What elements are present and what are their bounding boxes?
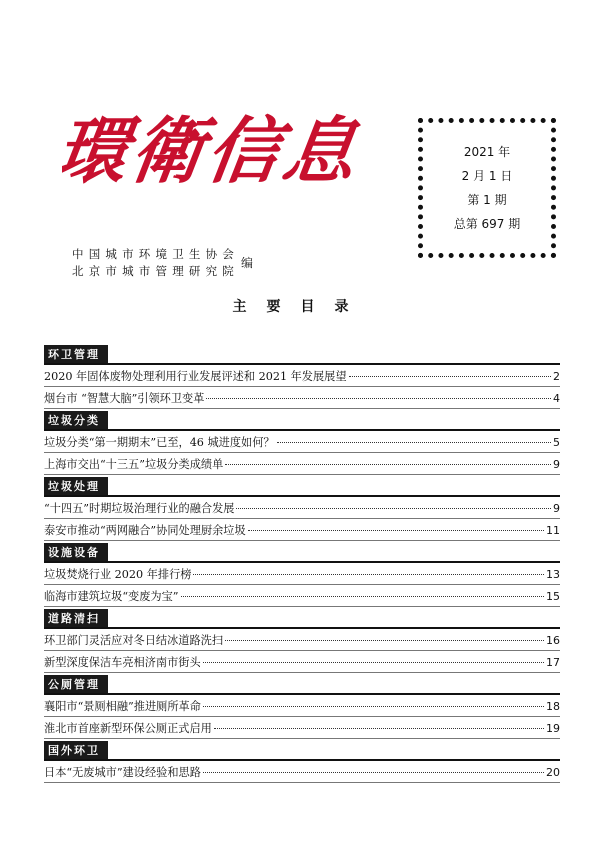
toc-entry[interactable]	[44, 387, 560, 409]
editors-block	[72, 246, 253, 280]
editor-org-2: 北京市城市管理研究院	[72, 264, 239, 278]
toc-entry-title: 2020 年固体废物处理利用行业发展评述和 2021 年发展展望	[44, 370, 347, 383]
toc-entry-title: 烟台市 “智慧大脑”引领环卫变革	[44, 392, 205, 405]
toc-entry[interactable]	[44, 717, 560, 739]
toc-entry[interactable]	[44, 453, 560, 475]
toc-category-label: 环卫管理	[44, 345, 108, 365]
toc-entry-title: “十四五”时期垃圾治理行业的融合发展	[44, 502, 235, 515]
toc-entry-title: 上海市交出“十三五”垃圾分类成绩单	[44, 458, 224, 471]
issue-number: 第 1 期	[467, 193, 507, 207]
issue-info-box	[418, 118, 556, 258]
toc-category-label: 垃圾处理	[44, 477, 108, 497]
toc-entry-page: 20	[546, 766, 560, 779]
toc-leader-dots	[193, 560, 544, 575]
toc-entry-title: 日本“无废城市”建设经验和思路	[44, 766, 201, 779]
issue-date: 2 月 1 日	[461, 169, 513, 183]
toc-leader-dots	[248, 516, 544, 531]
toc-entry-page: 4	[553, 392, 560, 405]
masthead-title: 環衛信息	[62, 109, 366, 194]
toc-category-label: 设施设备	[44, 543, 108, 563]
toc-entry-page: 15	[546, 590, 560, 603]
toc-leader-dots	[225, 450, 551, 465]
toc-entry-page: 5	[553, 436, 560, 449]
toc-leader-dots	[225, 626, 544, 641]
toc-category-label: 垃圾分类	[44, 411, 108, 431]
issue-total-number: 总第 697 期	[453, 217, 521, 231]
masthead-logo	[62, 104, 402, 194]
masthead-calligraphy	[62, 104, 402, 194]
toc-leader-dots	[203, 648, 544, 663]
toc-entry-page: 2	[553, 370, 560, 383]
toc-category-label: 公厕管理	[44, 675, 108, 695]
toc-entry-title: 临海市建筑垃圾“变废为宝”	[44, 590, 179, 603]
toc-leader-dots	[203, 758, 544, 773]
toc-entry-title: 垃圾分类“第一期期末”已至，46 城进度如何？	[44, 436, 275, 449]
toc-entry-page: 17	[546, 656, 560, 669]
table-of-contents	[44, 343, 560, 783]
toc-entry-page: 9	[553, 502, 560, 515]
toc-leader-dots	[277, 428, 551, 443]
toc-category-label: 国外环卫	[44, 741, 108, 761]
editor-label: 编	[241, 255, 254, 270]
toc-entry-page: 16	[546, 634, 560, 647]
toc-category-label: 道路清扫	[44, 609, 108, 629]
toc-entry-page: 18	[546, 700, 560, 713]
toc-leader-dots	[236, 494, 551, 509]
toc-entry-page: 11	[546, 524, 560, 537]
toc-title: 主要目录	[232, 299, 369, 315]
toc-entry[interactable]	[44, 651, 560, 673]
toc-leader-dots	[203, 692, 544, 707]
toc-leader-dots	[214, 714, 544, 729]
toc-entry-page: 19	[546, 722, 560, 735]
toc-entry-page: 9	[553, 458, 560, 471]
toc-entry-page: 13	[546, 568, 560, 581]
toc-entry-title: 泰安市推动“两网融合”协同处理厨余垃圾	[44, 524, 246, 537]
toc-entry-title: 淮北市首座新型环保公厕正式启用	[44, 722, 212, 735]
toc-leader-dots	[206, 384, 551, 399]
editor-org-1: 中国城市环境卫生协会	[72, 247, 239, 261]
issue-year: 2021 年	[463, 145, 511, 159]
toc-leader-dots	[181, 582, 544, 597]
toc-entry[interactable]	[44, 585, 560, 607]
toc-entry[interactable]	[44, 519, 560, 541]
toc-entry-title: 垃圾焚烧行业 2020 年排行榜	[44, 568, 192, 581]
toc-entry-title: 环卫部门灵活应对冬日结冰道路洗扫	[44, 634, 224, 647]
toc-entry-title: 新型深度保洁车亮相济南市街头	[44, 656, 201, 669]
toc-entry-title: 襄阳市“景厕相融”推进厕所革命	[44, 700, 201, 713]
toc-entry[interactable]	[44, 761, 560, 783]
toc-leader-dots	[349, 362, 551, 377]
